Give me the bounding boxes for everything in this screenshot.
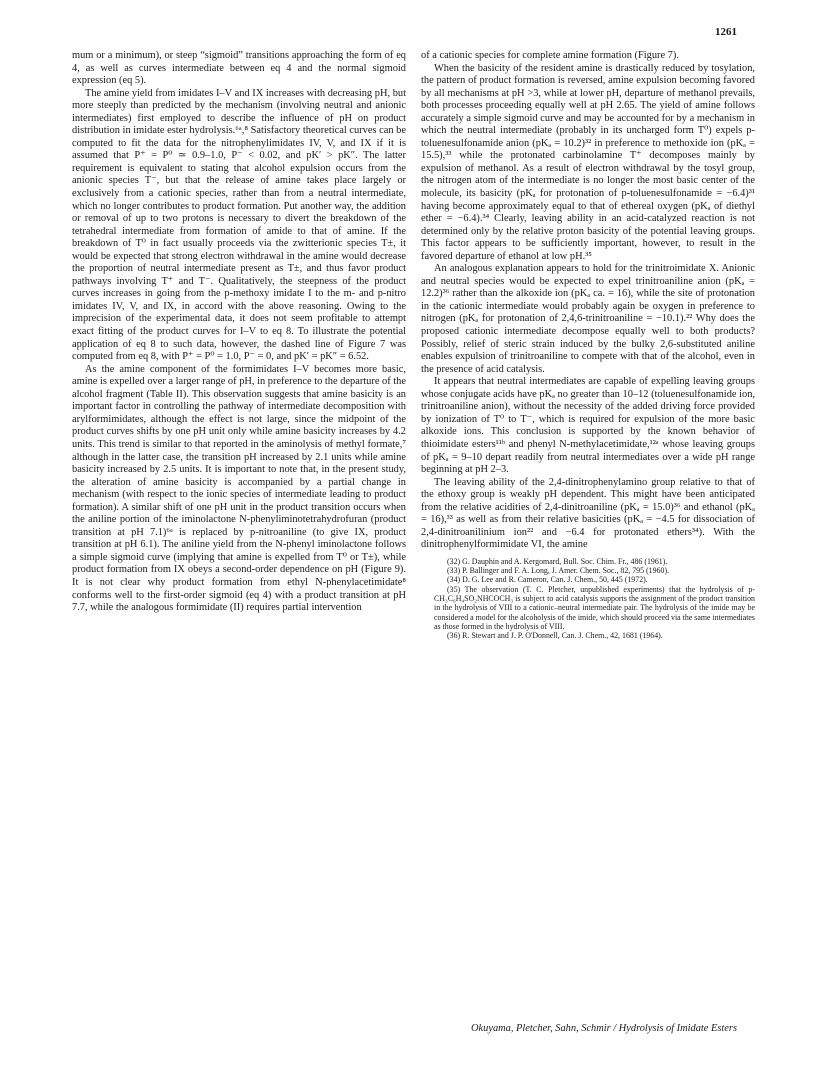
paragraph: When the basicity of the resident amine is drastically reduced by tosylation, the pattern of product formation is reversed, amine expulsion becoming favored by all mechanisms at pH >3, while at lower pH, departure of methanol prevails, both processes proceeding equally well at pH 2.65. The yield of amine follows accurately a simple sigmoid curve and may be accounted for by a mechanism in which the neutral intermediate (probably in its uncharged form T⁰) expels p-toluenesulfonamide anion (pKₐ = 10.2)³² in preference to methoxide ion (pKₐ = 15.5),³³ while the protonated carbinolamine T⁺ decomposes mainly by expulsion of methanol. As a result of electron withdrawal by the tosyl group, the nitrogen atom of the intermediate is no longer the most basic center of the molecule, its basicity (pKₐ for protonation of p-toluenesulfonamide = −6.4)³¹ having become approximately equal to that of ethereal oxygen (pKₐ of diethyl ether = −6.4).³⁴ Clearly, leaving ability in an acid-catalyzed reaction is not determined only by the relative proton basicity of the potential leaving groups. This factor appears to be sufficiently important, however, to result in the favored departure of ethanol at low pH.³⁵: [421, 62, 755, 262]
reference-item: (36) R. Stewart and J. P. O'Donnell, Can. J. Chem., 42, 1681 (1964).: [447, 631, 663, 641]
paragraph: It appears that neutral intermediates are capable of expelling leaving groups whose conjugate acids have pKₐ no greater than 10–12 (toluenesulfonamide ion, trinitroaniline anion), without the necessity of the added driving force provided by ionization of T⁰ to T⁻, which is required for expulsion of the more basic alkoxide ions. This conclusion is supported by the known behavior of thioimidate esters¹¹ᵇ and phenyl N-methylacetimidate,¹²ᵃ whose leaving groups of pKₐ = 9–10 depart readily from neutral intermediates over a wide pH range beginning at pH 2–3.: [421, 376, 755, 476]
page-number: 1261: [715, 26, 737, 38]
paragraph: The leaving ability of the 2,4-dinitrophenylamino group relative to that of the ethoxy group is weakly pH dependent. This might have been anticipated from the relative acidities of 2,4-dinitroaniline (pKₐ = 15.0)³⁶ and ethanol (pKₐ = 16),³³ as well as from their relative basicities (pKₐ = −4.5 for dissociation of 2,4-dinitroanilinium ion²² and −6.4 for protonated ethers³⁴). With the dinitrophenylformimidate VI, the amine: [421, 476, 755, 551]
reference-item: (32) G. Dauphin and A. Kergomard, Bull. Soc. Chim. Fr., 486 (1961).: [447, 556, 668, 566]
reference-item: (33) P. Ballinger and F. A. Long, J. Amer. Chem. Soc., 82, 795 (1960).: [447, 566, 670, 576]
paragraph: of a cationic species for complete amine formation (Figure 7).: [421, 50, 679, 61]
left-column: [72, 50, 406, 615]
paragraph: mum or a minimum), or steep “sigmoid” transitions approaching the form of eq 4, as well as curves intermediate between eq 4 and the normal sigmoid expression (eq 5).: [72, 50, 406, 87]
reference-item: (35) The observation (T. C. Pletcher, unpublished experiments) that the hydrolysis of p-CH₃C₆H₄SO₂NHCOCH₃ is subject to acid catalysis supports the assignment of the product transition in the hydrolysis of VIII to a cationic–neutral intermediate pair. The hydrolysis of the imide may be considered a model for the alcoholysis of the imide, which should proceed via the same intermediates as those formed in the hydrolysis of VIII.: [434, 584, 755, 631]
paragraph: As the amine component of the formimidates I–V becomes more basic, amine is expelled over a larger range of pH, in preference to the departure of the alcohol fragment (Table II). This observation suggests that amine basicity is an important factor in controlling the pathway of intermediate decomposition with arylformimidates, although the effect is not large, since the midpoint of the product curves shifts by one pH unit only while amine basicity increases by 4.2 units. This trend is similar to that reported in the aminolysis of methyl formate,⁷ although in the latter case, the transition pH increased by 2.1 units while amine basicity increased by 2.5 units. It is important to note that, in the present study, the alteration of amine basicity is accompanied by a partial change in mechanism (with respect to the ionic species of intermediate leading to product formation). A similar shift of one pH unit in the product transition occurs when the aniline portion of the iminolactone N-phenyliminotetrahydrofuran (product transition at pH 7.1)⁶ᵃ is replaced by p-nitroaniline (to give IX, product transition at pH 6.1). The aniline yield from the N-phenyl iminolactone follows a simple sigmoid curve (implying that amine is expelled from T⁰ or T±), while product formation from IX obeys a second-order dependence on pH (Figure 9). It is not clear why product formation from ethyl N-phenylacetimidate⁸ conforms well to the first-order sigmoid (eq 4) with a product transition at pH 7.7, while the analogous formimidate (II) requires partial intervention: [72, 363, 406, 614]
references: [421, 557, 755, 641]
reference-item: (34) D. G. Lee and R. Cameron, Can. J. Chem., 50, 445 (1972).: [447, 575, 648, 585]
paragraph: The amine yield from imidates I–V and IX increases with decreasing pH, but more steeply than predicted by the mechanism (involving neutral and anionic intermediates) first employed to describe the influence of pH on product distribution in imidate ester hydrolysis.⁶ᵃ,⁸ Satisfactory theoretical curves can be computed to fit the data for the nitrophenylimidates IV, V, and IX if it is assumed that P⁺ = P⁰ ≃ 0.9–1.0, P⁻ < 0.02, and pK′ > pK″. The latter requirement is equivalent to stating that alcohol expulsion occurs from the anionic species T⁻, but that the release of amine takes place largely or exclusively from a cationic species, rather than from a neutral intermediate, which no longer contributes to product formation. Put another way, the addition or removal of up to two protons is necessary to divert the breakdown of the tetrahedral intermediate from formation of amide to that of amine. If the breakdown of T⁰ in fact usually proceeds via the zwitterionic species T±, it would be expected that strong electron withdrawal in the amine would decrease the proportion of neutral intermediate present as T±, and thus favor product pathways involving T⁺ and T⁻. Qualitatively, the steepness of the product curves increases in going from the p-methoxy imidate I to the m- and p-nitro imidates IV, V, and IX, in accord with the above reasoning. Owing to the imprecision of the experimental data, it does not seem profitable to attempt exact fitting of the product curves for I–V to eq 8. To illustrate the potential application of eq 8 to such data, however, the dashed line of Figure 7 was computed from eq 8, with P⁺ = P⁰ = 1.0, P⁻ = 0, and pK′ = pK″ = 6.52.: [72, 87, 406, 363]
right-column: [421, 50, 755, 641]
paragraph: An analogous explanation appears to hold for the trinitroimidate X. Anionic and neutral species would be expected to expel trinitroaniline anion (pKₐ = 12.2)³⁶ rather than the alkoxide ion (pKₐ ca. = 16), while the site of protonation in the cationic intermediate would probably again be oxygen in preference to nitrogen (pKₐ for protonation of 2,4,6-trinitroaniline = −10.1).²² Why does the proposed cationic intermediate decompose equally well to both products? Possibly, relief of steric strain induced by the bulky 2,6-substituted aniline enables expulsion of trinitroaniline to compete with that of the alcohol, even in the presence of acid catalysis.: [421, 263, 755, 375]
running-footer: Okuyama, Pletcher, Sahn, Schmir / Hydrolysis of Imidate Esters: [471, 1023, 737, 1034]
